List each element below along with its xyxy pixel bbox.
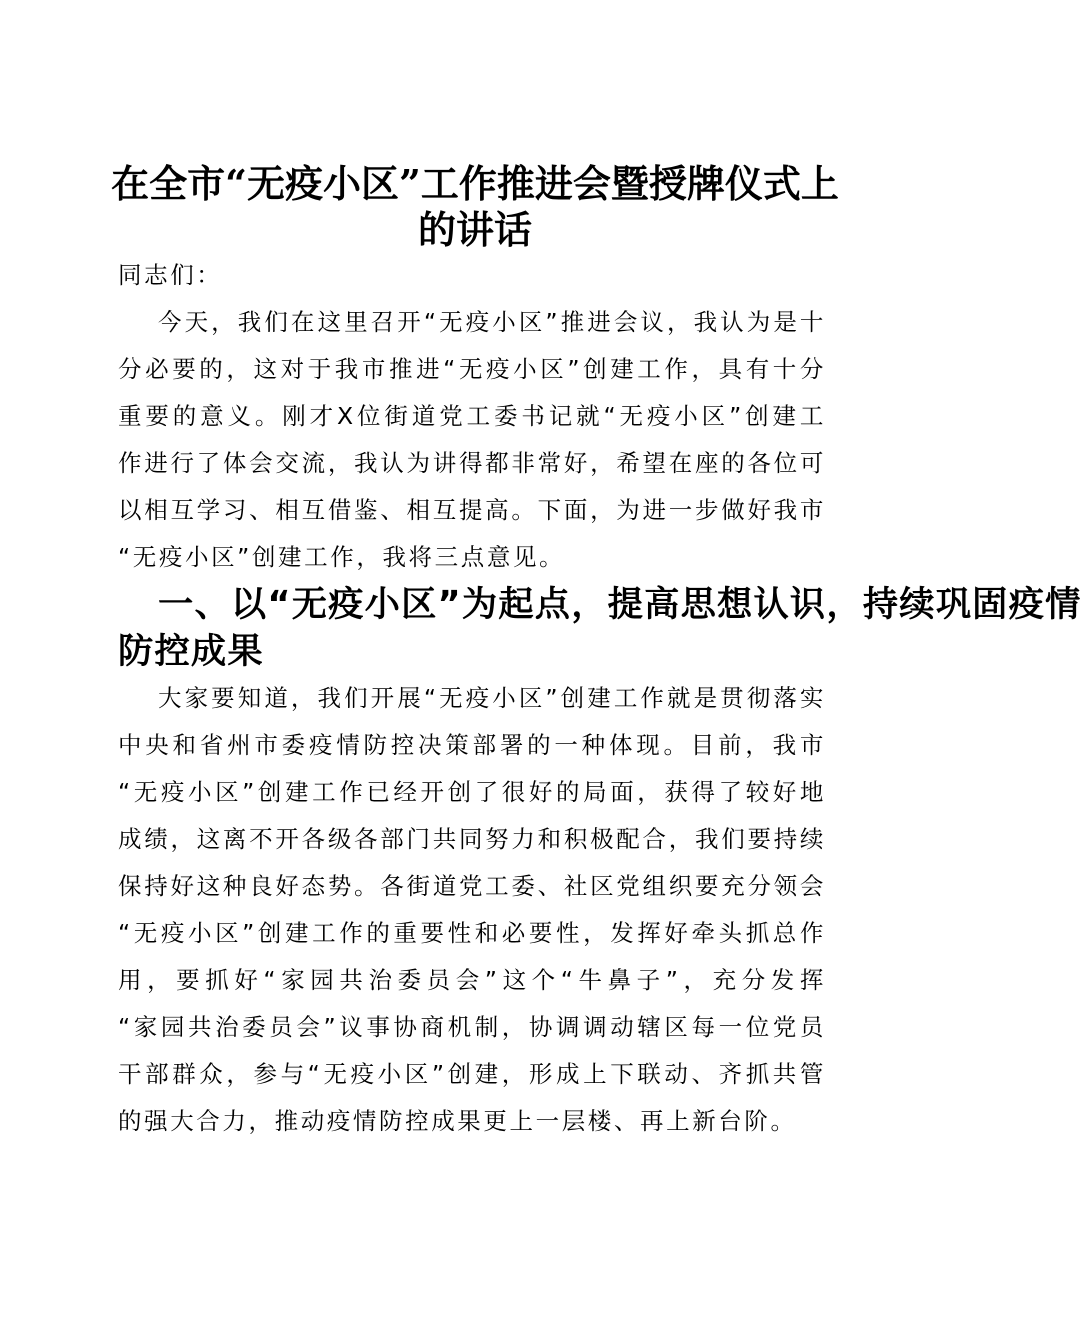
title-line-1: 在全市“无疫小区”工作推进会暨授牌仪式上 xyxy=(111,161,839,207)
paragraph-line: 干部群众，参与“无疫小区”创建，形成上下联动、齐抓共管 xyxy=(118,1060,826,1088)
document-body xyxy=(118,252,1082,1145)
title-line-2: 的讲话 xyxy=(417,207,532,253)
paragraph-line: 重要的意义。刚才X位街道党工委书记就“无疫小区”创建工 xyxy=(118,402,826,430)
heading-line: 防控成果 xyxy=(118,631,264,672)
paragraph-line: 成绩，这离不开各级各部门共同努力和积极配合，我们要持续 xyxy=(118,825,826,853)
paragraph-line: 用，要抓好“家园共治委员会”这个“牛鼻子”，充分发挥 xyxy=(118,966,826,994)
paragraph-line: 中央和省州市委疫情防控决策部署的一种体现。目前，我市 xyxy=(118,731,826,759)
paragraph-line: 作进行了体会交流，我认为讲得都非常好，希望在座的各位可 xyxy=(118,449,826,477)
paragraph-line: 的强大合力，推动疫情防控成果更上一层楼、再上新台阶。 xyxy=(118,1107,797,1135)
heading-line: 一、以“无疫小区”为起点，提高思想认识，持续巩固疫情 xyxy=(158,584,1082,625)
document-title xyxy=(110,161,840,253)
salutation: 同志们： xyxy=(118,261,223,289)
paragraph-line: 以相互学习、相互借鉴、相互提高。下面，为进一步做好我市 xyxy=(118,496,826,524)
paragraph-line: 今天，我们在这里召开“无疫小区”推进会议，我认为是十 xyxy=(158,308,826,336)
paragraph-line: 分必要的，这对于我市推进“无疫小区”创建工作，具有十分 xyxy=(118,355,826,383)
section-heading-1 xyxy=(118,581,1082,675)
paragraph-line: “家园共治委员会”议事协商机制，协调调动辖区每一位党员 xyxy=(118,1013,826,1041)
paragraph-line: “无疫小区”创建工作，我将三点意见。 xyxy=(118,543,566,571)
paragraph-line: “无疫小区”创建工作已经开创了很好的局面，获得了较好地 xyxy=(118,778,826,806)
paragraph-line: 保持好这种良好态势。各街道党工委、社区党组织要充分领会 xyxy=(118,872,826,900)
paragraph-opening xyxy=(118,299,826,581)
paragraph-section-1 xyxy=(118,675,826,1145)
paragraph-line: 大家要知道，我们开展“无疫小区”创建工作就是贯彻落实 xyxy=(158,684,826,712)
paragraph-line: “无疫小区”创建工作的重要性和必要性，发挥好牵头抓总作 xyxy=(118,919,826,947)
